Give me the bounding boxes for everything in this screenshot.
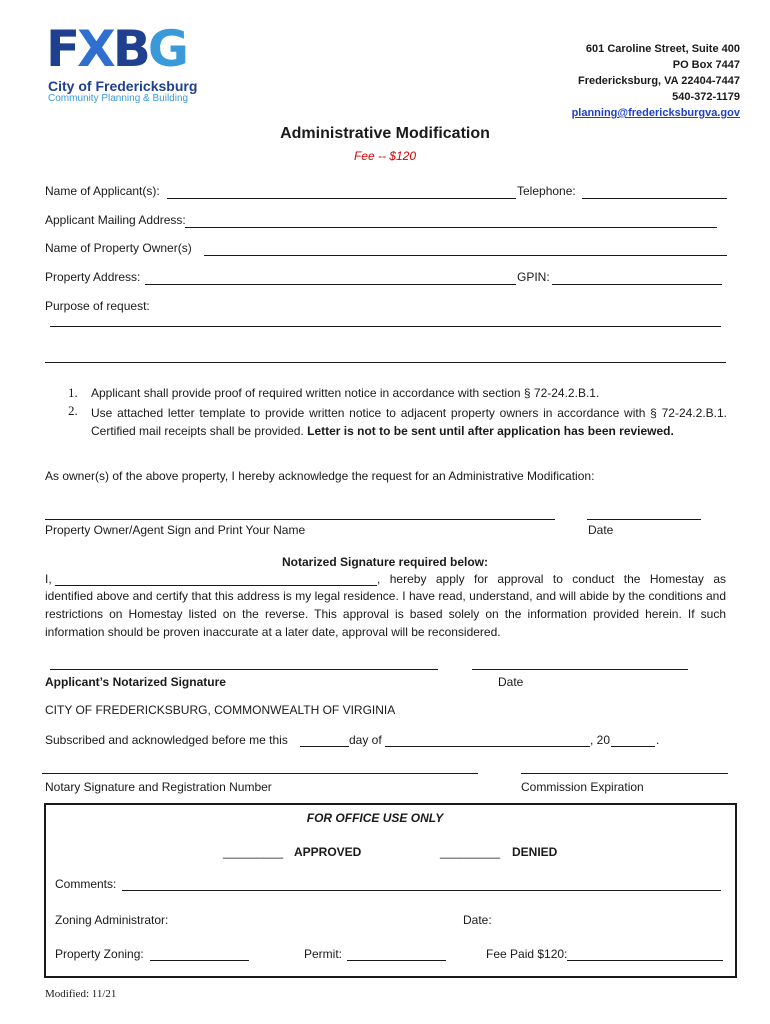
purpose-field-line-1[interactable]: [50, 326, 721, 327]
logo-letter-f: F: [46, 20, 78, 78]
logo-city-name: City of Fredericksburg: [48, 78, 198, 94]
instruction-1-number: 1.: [68, 385, 78, 400]
applicant-date-field[interactable]: [472, 669, 688, 670]
notarized-body: identified above and certify that this address is my legal residence. I have read, understand, and will abide by the conditions and restrictions on Homestay listed on the reverse. This approval is based solely on the information provided herein. If such information should be proven inaccurate at a later date, approval will be reconsidered.: [45, 589, 726, 639]
gpin-field[interactable]: [552, 284, 722, 285]
office-use-heading: FOR OFFICE USE ONLY: [306, 811, 444, 825]
notary-label: Notary Signature and Registration Number: [45, 780, 272, 794]
applicant-notarized-label: Applicant’s Notarized Signature: [45, 675, 226, 689]
notarized-line1-rest: , hereby apply for approval to conduct the Homestay as: [377, 572, 726, 586]
instruction-2-text: [91, 404, 727, 440]
applicant-signature-field[interactable]: [50, 669, 438, 670]
office-date-label: Date:: [463, 913, 492, 927]
approved-label: APPROVED: [294, 845, 362, 859]
acknowledge-statement: As owner(s) of the above property, I hereby acknowledge the request for an Administrative Modification:: [45, 469, 595, 483]
owner-sign-label: Property Owner/Agent Sign and Print Your Name: [45, 523, 306, 537]
denied-blank[interactable]: _________: [440, 845, 501, 859]
address-phone: 540-372-1179: [672, 91, 740, 103]
commonwealth-label: CITY OF FREDERICKSBURG, COMMONWEALTH OF VIRGINIA: [45, 703, 396, 717]
notary-signature-field[interactable]: [42, 773, 478, 774]
zoning-admin-label: Zoning Administrator:: [55, 913, 169, 927]
gpin-label: GPIN:: [517, 270, 550, 284]
address-po-box: PO Box 7447: [672, 59, 740, 71]
comments-label: Comments:: [55, 877, 117, 891]
denied-label: DENIED: [512, 845, 558, 859]
logo-letter-g: G: [147, 20, 186, 78]
logo-department: Community Planning & Building: [48, 93, 189, 104]
address-street: 601 Caroline Street, Suite 400: [585, 43, 740, 55]
mailing-address-label: Applicant Mailing Address:: [45, 213, 186, 227]
notarized-heading: Notarized Signature required below:: [281, 555, 489, 569]
logo-letter-x: X: [77, 20, 113, 78]
form-title: Administrative Modification: [280, 125, 490, 142]
applicant-name-label: Name of Applicant(s):: [45, 184, 160, 198]
subscribed-day-field[interactable]: [300, 746, 349, 747]
property-address-label: Property Address:: [45, 270, 141, 284]
instruction-2-body: Use attached letter template to provide written notice to adjacent property owners in accordance with § 72-24.2.B.1. Certified mail receipts shall be provided.: [91, 406, 727, 438]
subscribed-month-field[interactable]: [385, 746, 590, 747]
property-zoning-field[interactable]: [150, 960, 249, 961]
approved-blank[interactable]: _________: [223, 845, 284, 859]
property-owner-label: Name of Property Owner(s): [45, 241, 192, 255]
logo-letter-b: B: [112, 20, 148, 78]
property-owner-field[interactable]: [204, 255, 727, 256]
subscribed-text-1: Subscribed and acknowledged before me this: [45, 733, 288, 747]
applicant-name-field[interactable]: [167, 198, 516, 199]
fee-paid-label: Fee Paid $120:: [486, 947, 568, 961]
instruction-2-number: 2.: [68, 403, 78, 418]
telephone-label: Telephone:: [517, 184, 576, 198]
mailing-address-field[interactable]: [185, 227, 717, 228]
telephone-field[interactable]: [582, 198, 727, 199]
subscribed-text-4: .: [656, 733, 660, 747]
fee-label: Fee -- $120: [353, 149, 417, 163]
owner-signature-field[interactable]: [45, 519, 555, 520]
subscribed-text-3: , 20: [590, 733, 611, 747]
instruction-2-warning: Letter is not to be sent until after application has been reviewed.: [307, 424, 674, 438]
address-block: [572, 41, 740, 121]
comments-field[interactable]: [122, 890, 721, 891]
permit-field[interactable]: [347, 960, 446, 961]
subscribed-text-2: day of: [349, 733, 382, 747]
notarized-name-field[interactable]: [55, 585, 377, 586]
address-city-state-zip: Fredericksburg, VA 22404-7447: [577, 75, 740, 87]
permit-label: Permit:: [304, 947, 343, 961]
fee-paid-field[interactable]: [567, 960, 723, 961]
owner-date-label: Date: [588, 523, 614, 537]
subscribed-year-field[interactable]: [611, 746, 655, 747]
fxbg-logo: [46, 20, 186, 78]
applicant-date-label: Date: [498, 675, 524, 689]
notarized-prefix: I,: [45, 572, 52, 586]
purpose-field-line-2[interactable]: [45, 362, 726, 363]
property-address-field[interactable]: [145, 284, 516, 285]
email-link[interactable]: planning@fredericksburgva.gov: [571, 107, 740, 119]
commission-expiration-field[interactable]: [521, 773, 728, 774]
modified-date: Modified: 11/21: [45, 988, 117, 1000]
owner-date-field[interactable]: [587, 519, 701, 520]
commission-label: Commission Expiration: [521, 780, 644, 794]
property-zoning-label: Property Zoning:: [55, 947, 144, 961]
purpose-label: Purpose of request:: [45, 299, 150, 313]
instruction-1-text: Applicant shall provide proof of required written notice in accordance with section § 72-24.2.B.1.: [91, 386, 600, 400]
